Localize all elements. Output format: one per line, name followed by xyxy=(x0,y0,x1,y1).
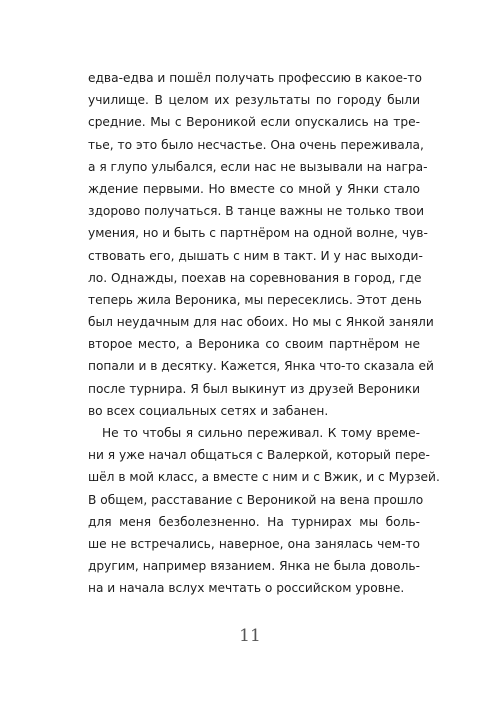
body-text xyxy=(88,67,440,600)
text-line: был неудачным для нас обоих. Но мы с Янкой заняли xyxy=(88,315,434,330)
page-number: 11 xyxy=(239,626,261,646)
text-line: попали и в десятку. Кажется, Янка что-то сказала ей xyxy=(88,359,434,374)
text-line: училище. В целом их результаты по городу были xyxy=(88,93,420,108)
text-line: Не то чтобы я сильно переживал. К тому време- xyxy=(102,426,420,440)
text-line: ше не встречались, наверное, она занялась чем-то xyxy=(88,536,420,551)
text-line: для меня безболезненно. На турнирах мы боль- xyxy=(88,514,420,529)
text-line: теперь жила Вероника, мы пересеклись. Этот день xyxy=(88,292,422,307)
text-line: другим, например вязанием. Янка не была доволь- xyxy=(88,559,420,574)
text-line: умения, но и быть с партнёром на одной волне, чув- xyxy=(88,226,428,241)
text-line: едва-едва и пошёл получать профессию в какое-то xyxy=(88,71,422,85)
text-line: шёл в мой класс, а вместе с ним и с Вжик, и с Мурзей. xyxy=(88,470,440,485)
text-line: ствовать его, дышать с ним в такт. И у нас выходи- xyxy=(88,248,423,263)
text-line: ждение первыми. Но вместе со мной у Янки стало xyxy=(88,181,420,196)
text-line: средние. Мы с Вероникой если опускались на тре- xyxy=(88,115,420,130)
text-line: ни я уже начал общаться с Валеркой, который пере- xyxy=(88,448,430,463)
text-line: а я глупо улыбался, если нас не вызывали на награ- xyxy=(88,159,428,174)
paragraph-1 xyxy=(88,67,434,422)
text-line: В общем, расставание с Вероникой на вена прошло xyxy=(88,492,424,507)
text-line: ло. Однажды, поехав на соревнования в город, где xyxy=(88,270,422,285)
text-line: второе место, а Вероника со своим партнёром не xyxy=(88,337,420,352)
text-line: здорово получаться. В танце важны не только твои xyxy=(88,204,424,219)
text-line: тье, то это было несчастье. Она очень переживала, xyxy=(88,137,424,152)
paragraph-2 xyxy=(88,422,440,600)
text-line: после турнира. Я был выкинут из друзей Вероники xyxy=(88,381,420,396)
text-line: во всех социальных сетях и забанен. xyxy=(88,403,329,418)
text-line: на и начала вслух мечтать о российском уровне. xyxy=(88,581,405,596)
